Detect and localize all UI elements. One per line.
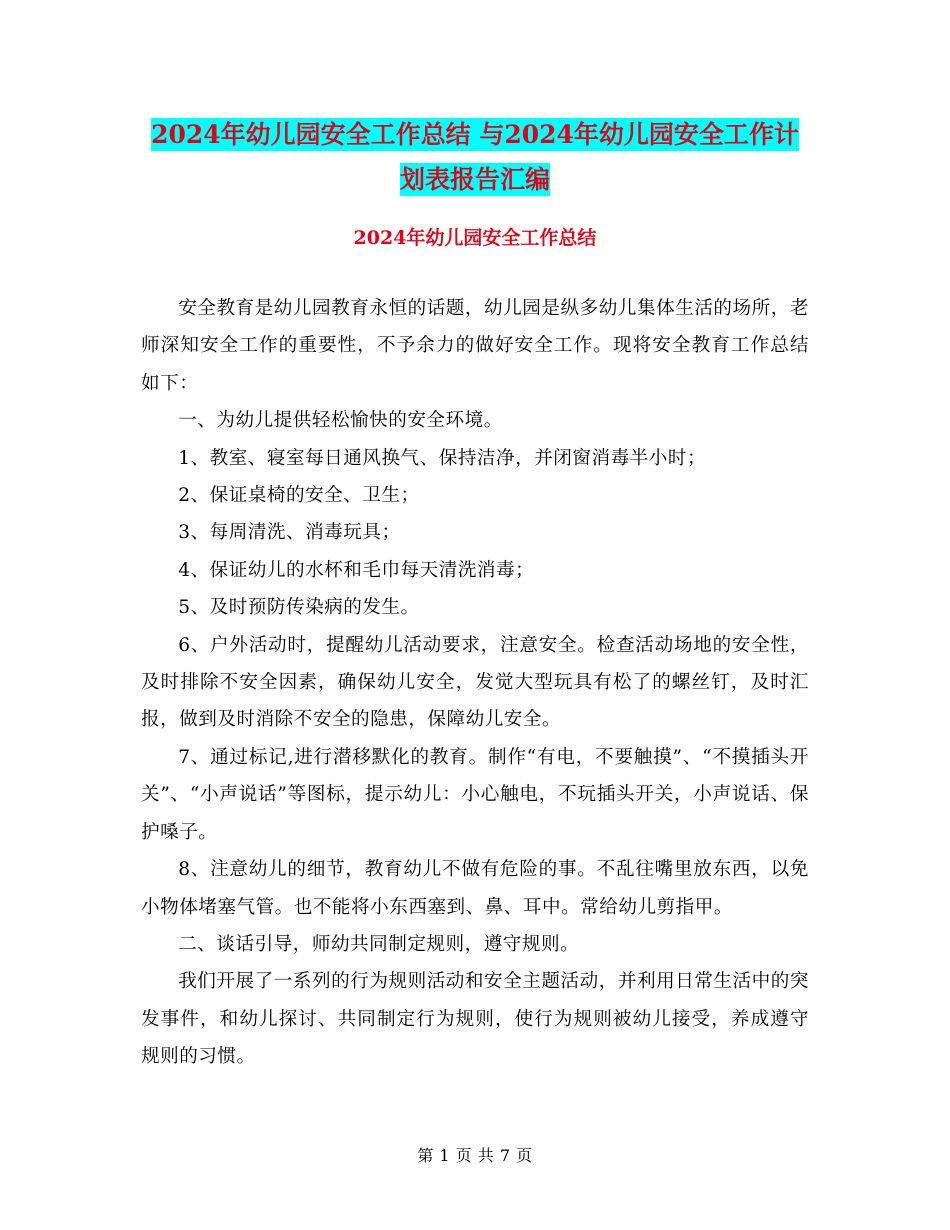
paragraph: 安全教育是幼儿园教育永恒的话题，幼儿园是纵多幼儿集体生活的场所，老师深知安全工作的重要性，不予余力的做好安全工作。现将安全教育工作总结如下： bbox=[141, 298, 809, 394]
document-body bbox=[141, 290, 809, 1076]
paragraph: 5、及时预防传染病的发生。 bbox=[178, 597, 420, 619]
page-footer: 第 1 页 共 7 页 bbox=[417, 1146, 533, 1165]
paragraph: 6、户外活动时，提醒幼儿活动要求，注意安全。检查活动场地的安全性，及时排除不安全因素，确保幼儿安全，发觉大型玩具有松了的螺丝钉，及时汇报，做到及时消除不安全的隐患，保障幼儿安全。 bbox=[141, 634, 809, 731]
document-title: 2024年幼儿园安全工作总结 与2024年幼儿园安全工作计划表报告汇编 bbox=[151, 120, 799, 194]
section-title: 2024年幼儿园安全工作总结 bbox=[353, 227, 597, 249]
paragraph: 一、为幼儿提供轻松愉快的安全环境。 bbox=[178, 410, 503, 432]
paragraph: 我们开展了一系列的行为规则活动和安全主题活动，并利用日常生活中的突发事件，和幼儿探讨、共同制定行为规则，使行为规则被幼儿接受，养成遵守规则的习惯。 bbox=[141, 971, 809, 1068]
document-title-block bbox=[140, 112, 810, 202]
paragraph: 7、通过标记,进行潜移默化的教育。制作“有电，不要触摸”、“不摸插头开关”、“小声说话”等图标，提示幼儿：小心触电，不玩插头开关，小声说话、保护嗓子。 bbox=[141, 746, 809, 843]
paragraph: 3、每周清洗、消毒玩具； bbox=[178, 522, 401, 544]
paragraph: 2、保证桌椅的安全、卫生； bbox=[178, 485, 420, 507]
paragraph: 二、谈话引导，师幼共同制定规则，遵守规则。 bbox=[178, 933, 580, 955]
paragraph: 4、保证幼儿的水杯和毛巾每天清洗消毒； bbox=[178, 559, 535, 581]
paragraph: 8、注意幼儿的细节，教育幼儿不做有危险的事。不乱往嘴里放东西，以免小物体堵塞气管。也不能将小东西塞到、鼻、耳中。常给幼儿剪指甲。 bbox=[141, 859, 809, 918]
paragraph: 1、教室、寝室每日通风换气、保持洁净，并闭窗消毒半小时； bbox=[178, 447, 707, 469]
